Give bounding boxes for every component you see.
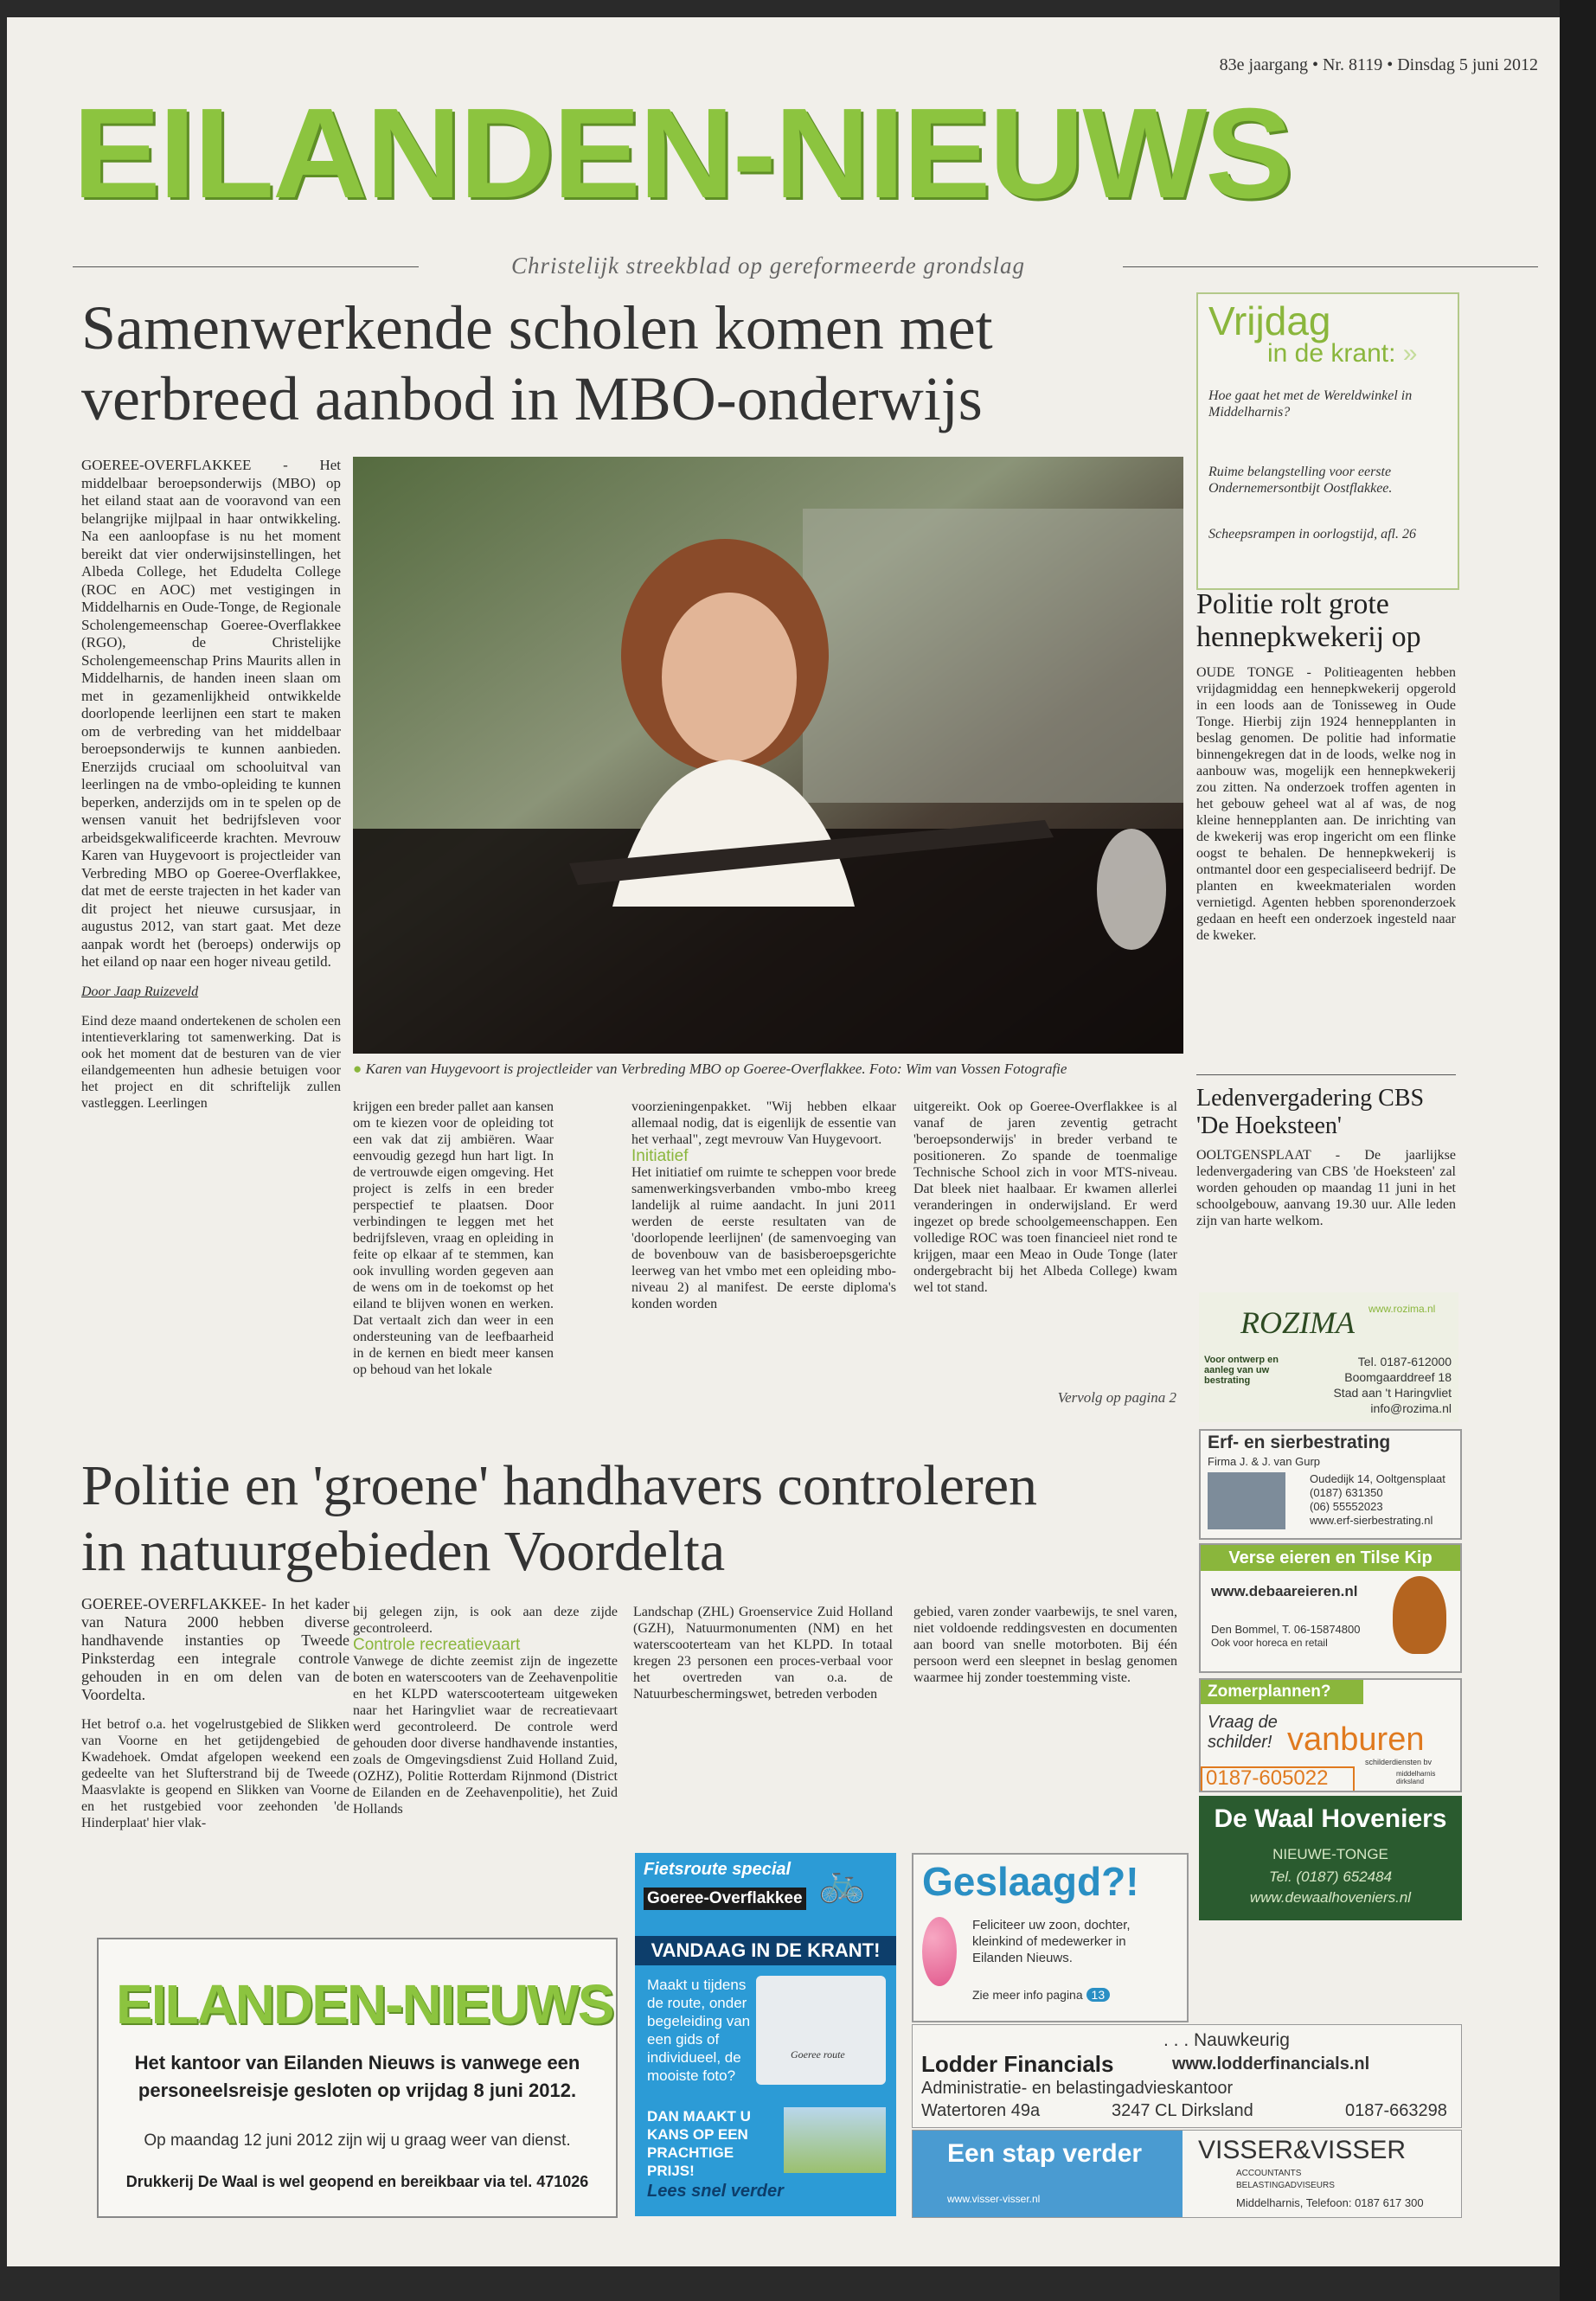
vanburen-ad[interactable]	[1199, 1678, 1462, 1792]
route-sign-icon	[756, 1976, 886, 2085]
rozima-address1: Boomgaarddreef 18	[1344, 1370, 1452, 1384]
visser-left-panel	[913, 2131, 1183, 2217]
geslaagd-ad[interactable]	[912, 1853, 1189, 2022]
hoeksteen-headline-line1: Ledenvergadering CBS	[1196, 1085, 1425, 1112]
eieren-ad[interactable]	[1199, 1543, 1462, 1673]
lodder-desc: Administratie- en belastingadvieskantoor	[921, 2079, 1234, 2098]
dewaal-place: NIEUWE-TONGE	[1272, 1846, 1388, 1862]
vrijdag-item-2: Ruime belangstelling voor eerste Ondernemersontbijt Oostflakkee.	[1208, 465, 1393, 496]
visser-sub2: BELASTINGADVISEURS	[1236, 2181, 1335, 2190]
notice-line3: Op maandag 12 juni 2012 zijn wij u graag weer van dienst.	[144, 2131, 571, 2150]
lead-byline: Door Jaap Ruizeveld	[81, 984, 199, 999]
hennep-headline: Politie rolt grote hennepkwekerij op	[1196, 588, 1421, 653]
geslaagd-text: Feliciteer uw zoon, dochter, kleinkind of medewerker in Eilanden Nieuws.	[972, 1918, 1131, 1965]
vrijdag-title: Vrijdag	[1208, 298, 1331, 343]
lodder-ad[interactable]	[912, 2024, 1462, 2128]
rozima-url: www.rozima.nl	[1368, 1303, 1436, 1315]
double-chevron-icon: »	[1402, 339, 1418, 368]
tagline-rule-left	[73, 266, 419, 267]
vanburen-place: middelharnis dirksland	[1396, 1770, 1436, 1785]
lodder-addr2: 3247 CL Dirksland	[1112, 2101, 1253, 2120]
eieren-addr: Den Bommel, T. 06-15874800	[1211, 1623, 1361, 1636]
sidebar-rule-1	[1196, 1074, 1456, 1075]
photo-caption	[353, 1061, 1183, 1078]
lead-text-4: uitgereikt. Ook op Goeree-Overflakkee is al vanaf de jaren zeventig getracht 'beroepsonderwijs' in breder verband te positioneren. Zo spande de toenmalige Technische School zich in voor MTS-niveau. Dat bleek niet haalbaar. Er kwamen allerlei veranderingen in onderwijsland. Er werd ingezet op brede schoolgemeenschappen. Een volledige ROC was toen financieel niet rond te krijgen, maar een Meao in Oude Tonge (later ondergebracht bij het Albeda College) kwam wel tot stand.	[913, 1099, 1177, 1295]
continued-note: Vervolg op pagina 2	[1057, 1389, 1176, 1406]
second-column-4	[913, 1604, 1177, 1686]
second-text-1b: Het betrof o.a. het vogelrustgebied de Slikken van Voorne en het getijdengebied de Kwadehoek. Omdat afgelopen weekend een gedeelte van het Slufterstrand bij de Tweede Maasvlakte is geopend en Slikken van Voorne en het rustgebied voor zeehonden 'de Hinderplaat' hier vlak-	[81, 1717, 349, 1830]
visser-web: www.visser-visser.nl	[947, 2193, 1041, 2205]
closing-notice	[97, 1938, 618, 2218]
lodder-addr1: Watertoren 49a	[921, 2101, 1041, 2120]
vrijdag-box	[1196, 292, 1459, 590]
vrijdag-subtitle	[1267, 339, 1417, 369]
vanburen-ask: Vraag de schilder!	[1208, 1713, 1278, 1752]
notice-line4: Drukkerij De Waal is wel geopend en bereikbaar via tel. 471026	[125, 2173, 589, 2190]
cyclist-icon: 🚲	[818, 1862, 866, 1904]
second-text-2b: Vanwege de dichte zeemist zijn de ingezette boten en waterscooters van de Zeehavenpolitie en het KLPD waterscooterteam uitgeweken naar het Haringvliet waar de recreatievaart werd gecontroleerd. De controle werd gehouden door diverse handhavende instanties, zoals de Omgevingsdienst Zuid Holland Zuid, (OZHZ), Politie Rotterdam Rijnmond (District de Eilanden en de Zeehavenpolitie), het Zuid Hollands	[353, 1654, 618, 1817]
fietsroute-ad[interactable]	[635, 1853, 896, 2216]
visser-addr: Middelharnis, Telefoon: 0187 617 300	[1236, 2196, 1424, 2209]
masthead-tagline: Christelijk streekblad op gereformeerde grondslag	[511, 253, 1025, 279]
lead-column-3	[631, 1099, 896, 1312]
dewaal-ad[interactable]	[1199, 1796, 1462, 1920]
notice-line2: personeelsreisje gesloten op vrijdag 8 juni 2012.	[138, 2080, 577, 2101]
rozima-slogan: Voor ontwerp en aanleg van uw bestrating	[1204, 1355, 1279, 1386]
lead-text-2: krijgen een breder pallet aan kansen om te kiezen voor de opleiding tot een vak dat zij ambiëren. Waar eenvoudig gezegd hun hart ligt. In de vertrouwde eigen omgeving. Het project is zelfs in een breder perspectief te plaatsen. Door verbindingen te leggen met het bedrijfsleven, vraag en opleiding in feite op elkaar af te stemmen, kan ook invulling worden gegeven aan de wens om in de toekomst op het eiland te blijven wonen en werken. Dat vertaalt zich dan weer in een ondersteuning van de leefbaarheid in de kernen en biedt meer kansen op behoud van het lokale	[353, 1099, 554, 1377]
route-sign-text: Goeree route	[791, 2048, 845, 2061]
lead-text-1b: Eind deze maand ondertekenen de scholen een intentieverklaring tot samenwerking. Dat is ook het moment dat de besturen van de vier eilandgemeenten hun adhesie betuigen voor het project en dit schriftelijk zullen vastleggen. Leerlingen	[81, 1014, 341, 1111]
second-headline-line2: in natuurgebieden Voordelta	[81, 1520, 726, 1583]
second-column-1	[81, 1595, 349, 1831]
hoeksteen-headline	[1196, 1085, 1456, 1140]
visser-slogan: Een stap verder	[947, 2139, 1143, 2168]
lead-headline-line1: Samenwerkende scholen komen met	[81, 293, 993, 362]
lead-column-1	[81, 457, 341, 1112]
second-headline-line1: Politie en 'groene' handhavers controleren	[81, 1454, 1038, 1517]
page-badge: 13	[1086, 1988, 1111, 2002]
second-text-3: Landschap (ZHL) Groenservice Zuid Holland (GZH), Natuurmonumenten (NM) en het waterscooterteam van het KLPD. In totaal kregen 23 personen een proces-verbaal voor het overtreden van o.a. de Natuurbeschermingswet, betreden verboden	[633, 1605, 893, 1702]
fiets-text: Maakt u tijdens de route, onder begeleiding van een gids of individueel, de mooiste foto?	[647, 1977, 751, 2084]
erf-logo-icon	[1208, 1472, 1285, 1529]
erf-ad[interactable]	[1199, 1429, 1462, 1540]
lead-subhead: Initiatief	[631, 1147, 689, 1165]
balloons-icon	[922, 1917, 957, 1986]
vanburen-brand: vanburen	[1287, 1721, 1425, 1758]
notice-line1: Het kantoor van Eilanden Nieuws is vanwege een	[134, 2052, 580, 2073]
rozima-logo: ROZIMA	[1240, 1305, 1355, 1340]
chicken-icon	[1393, 1576, 1446, 1654]
notice-logo: EILANDEN-NIEUWS	[116, 1973, 613, 2035]
lodder-web: www.lodderfinancials.nl	[1172, 2054, 1370, 2073]
erf-phone1: (0187) 631350	[1310, 1486, 1383, 1499]
rozima-address2: Stad aan 't Haringvliet	[1333, 1386, 1452, 1400]
lead-column-2	[353, 1099, 554, 1378]
lodder-tag: . . . Nauwkeurig	[1163, 2030, 1290, 2050]
fiets-cta: DAN MAAKT U KANS OP EEN PRACHTIGE PRIJS!	[647, 2108, 751, 2179]
erf-phone2: (06) 55552023	[1310, 1500, 1383, 1513]
lead-text-3a: voorzieningenpakket. "Wij hebben elkaar allemaal nodig, dat is eigenlijk de essentie van het verhaal", zegt mevrouw Van Huygevoort.	[631, 1099, 896, 1147]
lead-photo-art	[353, 457, 1183, 1054]
lead-intro-text: GOEREE-OVERFLAKKEE - Het middelbaar beroepsonderwijs (MBO) op het eiland staat aan de vooravond van een belangrijke mijlpaal in haar ontwikkeling. Na een aanloopfase is nu het moment bereikt dat vier onderwijsinstellingen, het Albeda College, het Edudelta College (ROC en AOC) met vestigingen in Middelharnis en Oude-Tonge, de Regionale Scholengemeenschap Goeree-Overflakkee (RGO), de Christelijke Scholengemeenschap Prins Maurits allen in Middelharnis, de handen ineen slaan om met in gezamenlijkheid ontwikkelde doorlopende leerlijnen een start te maken om de verbreding van het middelbaar beroepsonderwijs te kunnen aanbieden. Enerzijds cruciaal om schooluitval van leerlingen na de vmbo-opleiding te kunnen beperken, anderzijds om in te spelen op de wensen vanuit het bedrijfsleven voor arbeidsgekwalificeerde krachten. Mevrouw Karen van Huygevoort is projectleider van Verbreding MBO op Goeree-Overflakkee, dat met de eerste trajecten in het kader van dit project het nieuwe cursusjaar, in augustus 2012, van start gaat. Met deze aanpak wordt het (beroeps) onderwijs op het eiland op naar een hoger niveau getild.	[81, 457, 341, 970]
caption-bullet-icon: ●	[353, 1061, 362, 1077]
caption-text: Karen van Huygevoort is projectleider van Verbreding MBO op Goeree-Overflakkee. Foto: Wim van Vossen Fotografie	[365, 1061, 1067, 1077]
erf-owner: Firma J. & J. van Gurp	[1208, 1455, 1321, 1468]
geslaagd-more-text: Zie meer info pagina	[972, 1988, 1083, 2002]
visser-ad[interactable]	[912, 2130, 1462, 2218]
fiets-foot: Lees snel verder	[647, 2182, 784, 2201]
masthead-title: EILANDEN-NIEUWS	[73, 82, 1292, 225]
second-column-2	[353, 1604, 618, 1817]
vrijdag-sub-text: in de krant:	[1267, 339, 1396, 368]
eieren-title: Verse eieren en Tilse Kip	[1201, 1545, 1460, 1571]
binder-spine	[1560, 0, 1596, 2301]
second-text-4: gebied, varen zonder vaarbewijs, te snel varen, niet voldoende reddingsvesten en documenten aan boord van snelle motorboten. Bij één persoon werd een sleepnet in beslag genomen waarmee hij zonder toestemming viste.	[913, 1605, 1177, 1685]
rozima-phone: Tel. 0187-612000	[1357, 1355, 1452, 1368]
lead-headline	[81, 292, 1180, 434]
second-text-1a: GOEREE-OVERFLAKKEE- In het kader van Natura 2000 hebben diverse handhavende instanties op Tweede Pinksterdag een integrale controle gehouden in en om delen van de Voordelta.	[81, 1595, 349, 1703]
geslaagd-more	[972, 1988, 1180, 2002]
erf-web: www.erf-sierbestrating.nl	[1310, 1514, 1433, 1527]
newspaper-page	[7, 17, 1560, 2266]
visser-name: VISSER&VISSER	[1198, 2136, 1407, 2164]
dewaal-title: De Waal Hoveniers	[1214, 1804, 1447, 1833]
vanburen-phone: 0187-605022	[1201, 1766, 1355, 1792]
tagline-rule-right	[1123, 266, 1538, 267]
hoeksteen-headline-line2: 'De Hoeksteen'	[1196, 1112, 1342, 1139]
eieren-web: www.debaareieren.nl	[1211, 1583, 1358, 1599]
second-subhead: Controle recreatievaart	[353, 1636, 521, 1654]
eieren-note: Ook voor horeca en retail	[1211, 1637, 1328, 1649]
vanburen-sub: schilderdiensten bv	[1365, 1758, 1433, 1766]
lead-photo	[353, 457, 1183, 1054]
dewaal-web: www.dewaalhoveniers.nl	[1249, 1889, 1412, 1906]
landscape-photo-icon	[784, 2107, 886, 2173]
lodder-phone: 0187-663298	[1345, 2101, 1447, 2120]
lead-text-3b: Het initiatief om ruimte te scheppen voor brede samenwerkingsverbanden vmbo-mbo kreeg landelijk al ruime aandacht. In juni 2011 werden de eerste resultaten van de 'doorlopende leerlijnen' (de samenvoeging van de bovenbouw van de basisberoepsgerichte leerweg van het vmbo met een opleiding mbo-niveau 2) al manifest. De eerste diploma's konden worden	[631, 1165, 896, 1311]
issue-info: 83e jaargang • Nr. 8119 • Dinsdag 5 juni 2012	[1219, 55, 1538, 74]
lead-column-4	[913, 1099, 1177, 1296]
erf-addr: Oudedijk 14, Ooltgensplaat	[1310, 1472, 1445, 1485]
fiets-banner: VANDAAG IN DE KRANT!	[635, 1936, 896, 1965]
vrijdag-item-1: Hoe gaat het met de Wereldwinkel in Middelharnis?	[1208, 388, 1413, 420]
hennep-body: OUDE TONGE - Politieagenten hebben vrijdagmiddag een hennepkwekerij opgerold in een loods aan de Tonisseweg in Oude Tonge. Hierbij zijn 1924 hennepplanten in beslag genomen. De politie had informatie binnengekregen dat in de loods, welke nog in aanbouw was, mogelijk een hennepkwekerij zou zitten. Na onderzoek troffen agenten in het gebouw geheel wat al af was, de nog kleine hennepplanten aan. De inrichting van de kwekerij was erop ingericht om een flinke oogst te behalen. De hennepkwekerij is ontmantel door een gespecialiseerd bedrijf. De planten en kweekmaterialen worden vernietigd. Agenten hebben sporenonderzoek gedaan en heeft een onderzoek ingesteld naar de kweker.	[1196, 665, 1456, 943]
lodder-name: Lodder Financials	[921, 2051, 1114, 2077]
fiets-title1: Fietsroute special	[644, 1860, 792, 1879]
geslaagd-title: Geslaagd?!	[922, 1859, 1139, 1904]
second-headline	[81, 1453, 1180, 1585]
erf-title: Erf- en sierbestrating	[1208, 1433, 1391, 1452]
dewaal-phone: Tel. (0187) 652484	[1268, 1868, 1393, 1885]
second-column-3	[633, 1604, 893, 1702]
fiets-title2: Goeree-Overflakkee	[644, 1888, 806, 1910]
vrijdag-item-3: Scheepsrampen in oorlogstijd, afl. 26	[1208, 527, 1416, 542]
rozima-email: info@rozima.nl	[1370, 1401, 1452, 1415]
rozima-ad[interactable]	[1199, 1292, 1458, 1422]
vanburen-question: Zomerplannen?	[1201, 1680, 1363, 1704]
lead-headline-line2: verbreed aanbod in MBO-onderwijs	[81, 364, 983, 433]
visser-sub1: ACCOUNTANTS	[1236, 2169, 1302, 2178]
hoeksteen-body: OOLTGENSPLAAT - De jaarlijkse ledenvergadering van CBS 'de Hoeksteen' zal worden gehouden op maandag 11 juni in het schoolgebouw, aanvang 19.30 uur. Alle leden zijn van harte welkom.	[1196, 1148, 1456, 1228]
second-text-2a: bij gelegen zijn, is ook aan deze zijde gecontroleerd.	[353, 1605, 618, 1636]
